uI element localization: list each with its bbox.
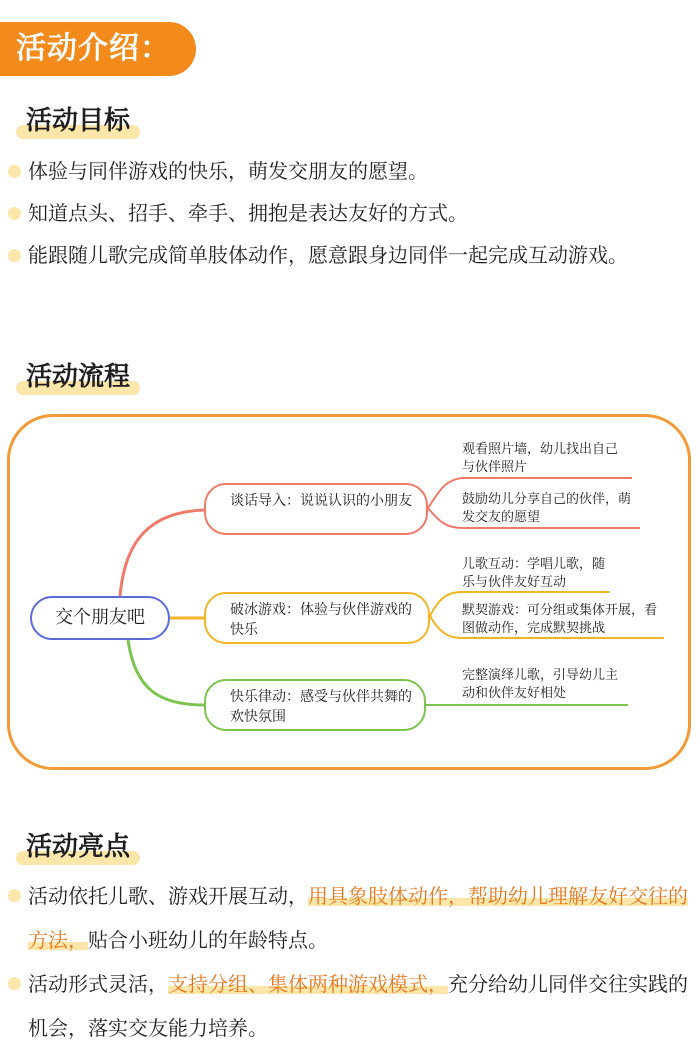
connector-line: [120, 510, 204, 596]
connector-line: [128, 640, 204, 705]
bullet-dot-icon: [8, 977, 21, 990]
list-item-text: 充分给幼儿同伴交往实践的机会，落实交友能力培养。: [28, 972, 688, 1040]
mindmap-leaf: 默契游戏：可分组或集体开展，看图做动作，完成默契挑战: [462, 603, 658, 636]
mindmap-leaf: 儿歌互动：学唱儿歌，随乐与伙伴友好互动: [462, 557, 606, 590]
list-item-text: 活动形式灵活，: [28, 972, 168, 996]
mindmap-branch-node: 谈话导入：说说认识的小朋友: [204, 483, 428, 535]
highlights-list: [8, 874, 690, 1050]
mindmap-root-node: 交个朋友吧: [30, 596, 170, 640]
list-item-text: 活动依托儿歌、游戏开展互动，: [28, 884, 308, 908]
list-item-text: 能跟随儿歌完成简单肢体动作，愿意跟身边同伴一起完成互动游戏。: [28, 243, 628, 267]
mindmap-branch-node: 快乐律动：感受与伙伴共舞的欢快氛围: [204, 679, 426, 731]
section-banner: 活动介绍：: [0, 22, 196, 76]
mindmap-leaf: 完整演绎儿歌，引导幼儿主动和伙伴友好相处: [462, 668, 619, 701]
mindmap-leaf: 鼓励幼儿分享自己的伙伴，萌发交友的愿望: [462, 492, 632, 525]
bullet-dot-icon: [8, 889, 21, 902]
highlighted-text: 用具象肢体动作，帮助幼儿理解友好交往的方法，: [28, 884, 688, 952]
mindmap-leaf: 观看照片墙，幼儿找出自己与伙伴照片: [462, 442, 619, 475]
mindmap-branch-node: 破冰游戏：体验与伙伴游戏的快乐: [204, 592, 430, 644]
list-item-text: 体验与同伴游戏的快乐，萌发交朋友的愿望。: [28, 159, 428, 183]
list-item-text: 贴合小班幼儿的年龄特点。: [88, 928, 328, 952]
section-title-text: 活动流程: [26, 362, 131, 392]
section-title-text: 活动目标: [26, 106, 131, 136]
list-item: [8, 962, 690, 1050]
section-title-highlights: [26, 826, 130, 863]
highlighted-text: 支持分组、集体两种游戏模式，: [168, 972, 448, 996]
list-item: [8, 874, 690, 962]
list-item-text: 知道点头、招手、牵手、拥抱是表达友好的方式。: [28, 201, 468, 225]
section-title-text: 活动亮点: [26, 832, 131, 862]
